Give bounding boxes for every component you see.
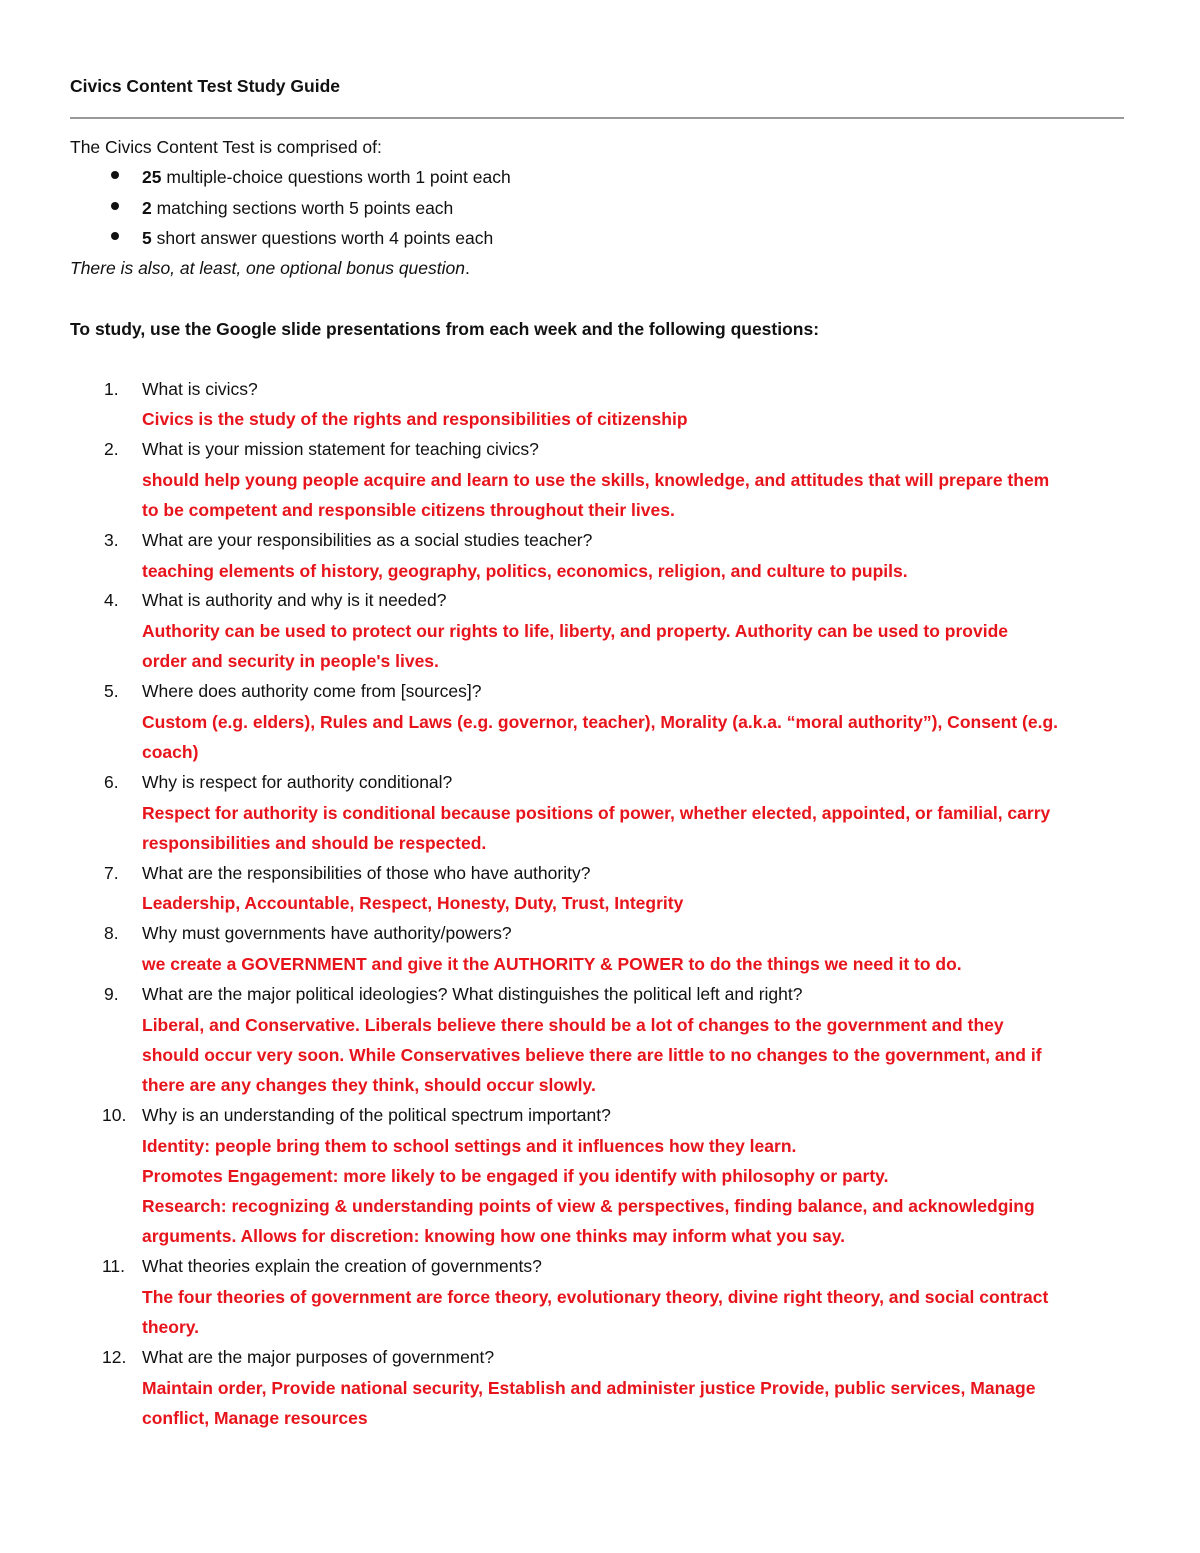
bullet-item	[142, 226, 493, 250]
answer-text: Leadership, Accountable, Respect, Honesty, Duty, Trust, Integrity	[142, 893, 684, 913]
question-number: 6.	[104, 772, 119, 792]
question-text: What theories explain the creation of governments?	[142, 1256, 542, 1276]
answer-text: conflict, Manage resources	[142, 1408, 368, 1428]
question-number: 4.	[104, 590, 119, 610]
question-text: What are the major purposes of government?	[142, 1347, 495, 1367]
question-text: What is authority and why is it needed?	[142, 590, 447, 610]
question-number: 9.	[104, 984, 119, 1004]
bullet-count: 2	[142, 198, 152, 218]
question-text: Why is an understanding of the political spectrum important?	[142, 1105, 611, 1125]
study-instruction: To study, use the Google slide presentations from each week and the following questions:	[70, 319, 820, 339]
answer-text: we create a GOVERNMENT and give it the AUTHORITY & POWER to do the things we need it to do.	[142, 954, 962, 974]
answer-text: coach)	[142, 742, 199, 762]
title-divider	[70, 117, 1124, 119]
answer-text: should occur very soon. While Conservatives believe there are little to no changes to the government, and if	[142, 1045, 1042, 1065]
question-number: 12.	[102, 1347, 127, 1367]
answer-text: The four theories of government are force theory, evolutionary theory, divine right theory, and social contract	[142, 1287, 1049, 1307]
bonus-note-text: There is also, at least, one optional bonus question	[70, 258, 465, 278]
answer-text: order and security in people's lives.	[142, 651, 439, 671]
bullet-icon	[111, 232, 119, 240]
answer-text: Civics is the study of the rights and responsibilities of citizenship	[142, 409, 688, 429]
answer-text: Research: recognizing & understanding points of view & perspectives, finding balance, and acknowledging	[142, 1196, 1035, 1216]
answer-text: arguments. Allows for discretion: knowing how one thinks may inform what you say.	[142, 1226, 846, 1246]
question-text: What are the responsibilities of those who have authority?	[142, 863, 591, 883]
bullet-count: 5	[142, 228, 152, 248]
bullet-count: 25	[142, 167, 162, 187]
question-number: 2.	[104, 439, 119, 459]
answer-text: Maintain order, Provide national security, Establish and administer justice Provide, public services, Manage	[142, 1378, 1036, 1398]
bullet-label: matching sections worth 5 points each	[151, 198, 454, 218]
intro-text: The Civics Content Test is comprised of:	[70, 137, 382, 157]
question-number: 11.	[102, 1256, 126, 1276]
question-number: 3.	[104, 530, 119, 550]
question-number: 1.	[104, 379, 119, 399]
answer-text: Identity: people bring them to school settings and it influences how they learn.	[142, 1136, 797, 1156]
bullet-item	[142, 165, 511, 189]
question-text: What is your mission statement for teaching civics?	[142, 439, 539, 459]
bullet-icon	[111, 202, 119, 210]
bonus-note	[70, 256, 470, 280]
question-number: 5.	[104, 681, 119, 701]
bullet-item	[142, 196, 453, 220]
question-number: 7.	[104, 863, 119, 883]
question-text: Where does authority come from [sources]?	[142, 681, 482, 701]
answer-text: responsibilities and should be respected.	[142, 833, 487, 853]
question-text: What is civics?	[142, 379, 258, 399]
answer-text: theory.	[142, 1317, 200, 1337]
question-text: Why must governments have authority/powers?	[142, 923, 512, 943]
document-title: Civics Content Test Study Guide	[70, 76, 340, 96]
bonus-note-period: .	[464, 258, 470, 278]
answer-text: teaching elements of history, geography, politics, economics, religion, and culture to pupils.	[142, 561, 908, 581]
answer-text: to be competent and responsible citizens throughout their lives.	[142, 500, 675, 520]
bullet-icon	[111, 171, 119, 179]
bullet-label: short answer questions worth 4 points each	[151, 228, 494, 248]
question-text: What are the major political ideologies? What distinguishes the political left and right?	[142, 984, 803, 1004]
answer-text: Respect for authority is conditional because positions of power, whether elected, appointed, or familial, carry	[142, 803, 1051, 823]
question-text: Why is respect for authority conditional?	[142, 772, 453, 792]
question-text: What are your responsibilities as a social studies teacher?	[142, 530, 593, 550]
answer-text: Authority can be used to protect our rights to life, liberty, and property. Authority can be used to provide	[142, 621, 1009, 641]
question-number: 8.	[104, 923, 119, 943]
answer-text: Promotes Engagement: more likely to be engaged if you identify with philosophy or party.	[142, 1166, 889, 1186]
answer-text: should help young people acquire and learn to use the skills, knowledge, and attitudes that will prepare them	[142, 470, 1050, 490]
bullet-label: multiple-choice questions worth 1 point each	[161, 167, 511, 187]
answer-text: Custom (e.g. elders), Rules and Laws (e.g. governor, teacher), Morality (a.k.a. “moral authority”), Consent (e.g.	[142, 712, 1059, 732]
answer-text: there are any changes they think, should occur slowly.	[142, 1075, 596, 1095]
question-number: 10.	[102, 1105, 127, 1125]
answer-text: Liberal, and Conservative. Liberals believe there should be a lot of changes to the government and they	[142, 1015, 1004, 1035]
